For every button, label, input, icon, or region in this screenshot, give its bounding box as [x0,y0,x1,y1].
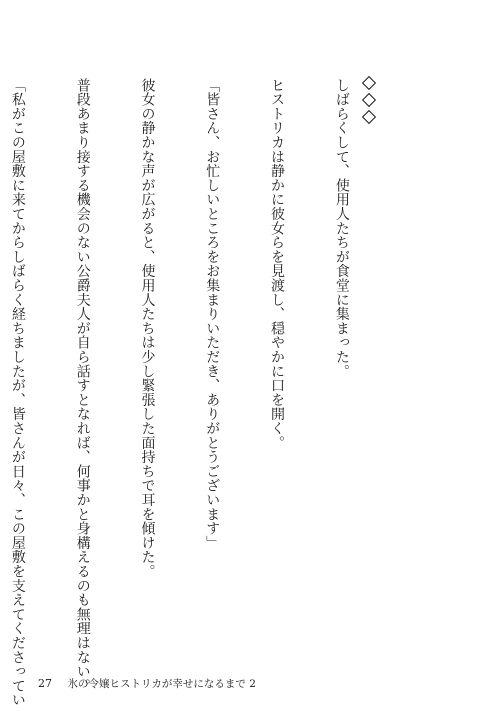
text-line: 「皆さん、お忙しいところをお集まりいただき、ありがとうございます」 [204,78,221,550]
text-line: ヒストリカは静かに彼女らを見渡し、穏やかに口を開く。 [269,78,286,450]
text-line: 普段あまり接する機会のない公爵夫人が自ら話すとなれば、何事かと身構えるのも無理はない。 [74,78,91,693]
text-line: 彼女の静かな声が広がると、使用人たちは少し緊張した面持ちで耳を傾けた。 [139,78,156,579]
page-footer [38,676,256,691]
text-line: 「私がこの屋敷に来てからしばらく経ちましたが、皆さんが日々、この屋敷を支えてくださってい [9,78,26,708]
book-title: 氷の令嬢ヒストリカが幸せになるまで 2 [67,678,256,690]
text-line: しばらくして、使用人たちが食堂に集まった。 [333,78,350,379]
page-number: 27 [38,677,52,690]
